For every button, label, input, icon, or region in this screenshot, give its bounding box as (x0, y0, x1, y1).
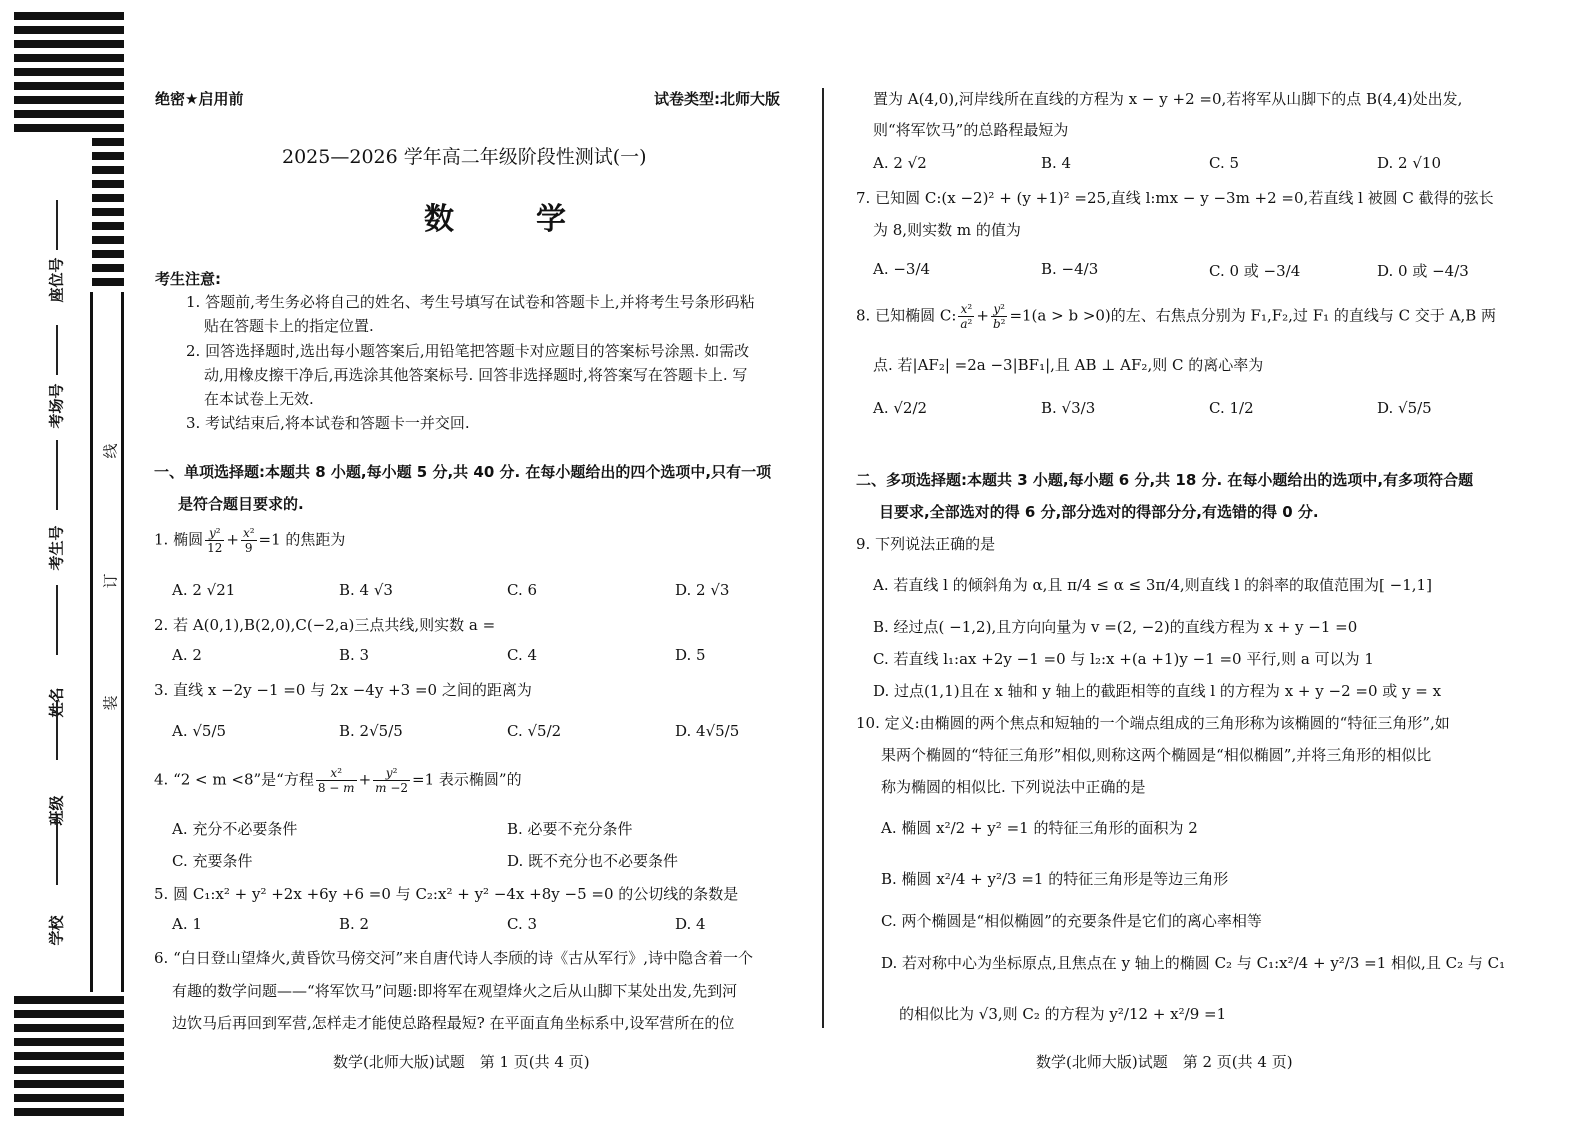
q10-option-d[interactable]: D. 若对称中心为坐标原点,且焦点在 y 轴上的椭圆 C₂ 与 C₁:x²/4 + y²/3 =1 相似,且 C₂ 与 C₁ (881, 954, 1506, 972)
q3-option-d[interactable]: D. 4√5/5 (675, 722, 740, 740)
question-9: 9. 下列说法正确的是 (856, 535, 996, 553)
notice-heading: 考生注意: (155, 270, 221, 288)
paper-type: 试卷类型:北师大版 (654, 90, 780, 108)
question-10-line: 10. 定义:由椭圆的两个焦点和短轴的一个端点组成的三角形称为该椭圆的“特征三角形”,如 (856, 714, 1450, 732)
q2-option-a[interactable]: A. 2 (172, 646, 202, 664)
q10-option-b[interactable]: B. 椭圆 x²/4 + y²/3 =1 的特征三角形是等边三角形 (881, 870, 1229, 888)
q3-option-b[interactable]: B. 2√5/5 (339, 722, 403, 740)
q10-option-d-cont: 的相似比为 √3,则 C₂ 的方程为 y²/12 + x²/9 =1 (899, 1005, 1227, 1023)
q2-option-d[interactable]: D. 5 (675, 646, 706, 664)
question-1: 1. 椭圆 $\frac{\text{y²}}{12}$ + $\frac{\text{x²}}{9}$ =1 的焦距为 (154, 526, 346, 555)
q5-option-d[interactable]: D. 4 (675, 915, 706, 933)
question-6-cont: 置为 A(4,0),河岸线所在直线的方程为 x − y +2 =0,若将军从山脚下的点 B(4,4)处出发, (873, 90, 1463, 108)
question-6-line: 有趣的数学问题——“将军饮马”问题:即将军在观望烽火之后从山脚下某处出发,先到河 (172, 982, 738, 1000)
question-8: 8. 已知椭圆 C: $\frac{\text{x²}}{\text{a²}}$ + $\frac{\text{y²}}{\text{b²}}$ =1(a > b >0)的左、右焦点分别为 F₁,F₂,过 F₁ 的直线与 C 交于 A,B 两 (856, 302, 1497, 331)
q8-option-b[interactable]: B. √3/3 (1041, 399, 1096, 417)
name-blank[interactable] (56, 585, 58, 655)
section-1-heading: 一、单项选择题:本题共 8 小题,每小题 5 分,共 40 分. 在每小题给出的四个选项中,只有一项 (154, 463, 772, 481)
q8-option-a[interactable]: A. √2/2 (873, 399, 928, 417)
class-label: 班级 (47, 795, 66, 826)
q6-option-c[interactable]: C. 5 (1209, 154, 1240, 172)
exam-title: 2025—2026 学年高二年级阶段性测试(一) (282, 146, 647, 168)
notice-line: 1. 答题前,考生务必将自己的姓名、考生号填写在试卷和答题卡上,并将考生号条形码粘 (186, 293, 755, 311)
cut-mark-install: 装 (101, 695, 120, 711)
school-label: 学校 (47, 915, 66, 946)
question-6-cont: 则“将军饮马”的总路程最短为 (873, 121, 1069, 139)
q7-option-d[interactable]: D. 0 或 −4/3 (1377, 262, 1469, 280)
page-1-footer: 数学(北师大版)试题 第 1 页(共 4 页) (333, 1053, 590, 1071)
school-blank[interactable] (56, 815, 58, 885)
cut-mark-line: 线 (101, 443, 120, 459)
question-5: 5. 圆 C₁:x² + y² +2x +6y +6 =0 与 C₂:x² + y² −4x +8y −5 =0 的公切线的条数是 (154, 885, 739, 903)
question-2: 2. 若 A(0,1),B(2,0),C(−2,a)三点共线,则实数 a = (154, 616, 496, 634)
q4-option-c[interactable]: C. 充要条件 (172, 852, 253, 870)
q1-option-c[interactable]: C. 6 (507, 581, 538, 599)
cut-mark-bind: 订 (101, 573, 120, 589)
question-6-line: 边饮马后再回到军营,怎样走才能使总路程最短? 在平面直角坐标系中,设军营所在的位 (172, 1014, 735, 1032)
q1-option-b[interactable]: B. 4 √3 (339, 581, 393, 599)
notice-line: 3. 考试结束后,将本试卷和答题卡一并交回. (186, 414, 470, 432)
q5-option-a[interactable]: A. 1 (172, 915, 202, 933)
page-divider (822, 88, 824, 1028)
q3-option-a[interactable]: A. √5/5 (172, 722, 227, 740)
q6-option-b[interactable]: B. 4 (1041, 154, 1072, 172)
q9-option-d[interactable]: D. 过点(1,1)且在 x 轴和 y 轴上的截距相等的直线 l 的方程为 x + y −2 =0 或 y = x (873, 682, 1442, 700)
subject-title: 数 学 (424, 202, 592, 237)
q2-option-b[interactable]: B. 3 (339, 646, 370, 664)
q1-option-d[interactable]: D. 2 √3 (675, 581, 730, 599)
question-10-line: 果两个椭圆的“特征三角形”相似,则称这两个椭圆是“相似椭圆”,并将三角形的相似比 (881, 746, 1432, 764)
section-2-heading: 二、多项选择题:本题共 3 小题,每小题 6 分,共 18 分. 在每小题给出的选项中,有多项符合题 (856, 471, 1474, 489)
q4-option-a[interactable]: A. 充分不必要条件 (172, 820, 298, 838)
q10-option-c[interactable]: C. 两个椭圆是“相似椭圆”的充要条件是它们的离心率相等 (881, 912, 1262, 930)
student-id-blank[interactable] (56, 440, 58, 510)
class-blank[interactable] (56, 700, 58, 760)
q7-option-c[interactable]: C. 0 或 −3/4 (1209, 262, 1301, 280)
q9-option-c[interactable]: C. 若直线 l₁:ax +2y −1 =0 与 l₂:x +(a +1)y −1 =0 平行,则 a 可以为 1 (873, 650, 1374, 668)
q9-option-a[interactable]: A. 若直线 l 的倾斜角为 α,且 π/4 ≤ α ≤ 3π/4,则直线 l 的斜率的取值范围为[ −1,1] (873, 576, 1432, 594)
exam-room-label: 考场号 (47, 383, 66, 429)
q8-option-c[interactable]: C. 1/2 (1209, 399, 1254, 417)
confidential-mark: 绝密★启用前 (155, 90, 244, 108)
q9-option-b[interactable]: B. 经过点( −1,2),且方向向量为 v =(2, −2)的直线方程为 x + y −1 =0 (873, 618, 1358, 636)
q4-option-d[interactable]: D. 既不充分也不必要条件 (507, 852, 679, 870)
notice-line: 在本试卷上无效. (204, 390, 314, 408)
section-2-heading-cont: 目要求,全部选对的得 6 分,部分选对的得部分分,有选错的得 0 分. (879, 503, 1319, 521)
question-6-line: 6. “白日登山望烽火,黄昏饮马傍交河”来自唐代诗人李颀的诗《古从军行》,诗中隐含着一个 (154, 949, 753, 967)
question-7-line: 7. 已知圆 C:(x −2)² + (y +1)² =25,直线 l:mx − y −3m +2 =0,若直线 l 被圆 C 截得的弦长 (856, 189, 1494, 207)
notice-line: 2. 回答选择题时,选出每小题答案后,用铅笔把答题卡对应题目的答案标号涂黑. 如需改 (186, 342, 750, 360)
question-7-line: 为 8,则实数 m 的值为 (873, 221, 1021, 239)
student-id-label: 考生号 (47, 525, 66, 571)
question-8-line: 点. 若|AF₂| =2a −3|BF₁|,且 AB ⊥ AF₂,则 C 的离心率为 (873, 356, 1264, 374)
q8-option-d[interactable]: D. √5/5 (1377, 399, 1432, 417)
seat-number-label: 座位号 (47, 257, 66, 303)
q6-option-d[interactable]: D. 2 √10 (1377, 154, 1441, 172)
exam-room-blank[interactable] (56, 325, 58, 375)
q3-option-c[interactable]: C. √5/2 (507, 722, 562, 740)
q7-option-a[interactable]: A. −3/4 (873, 260, 931, 278)
name-label: 姓名 (47, 687, 66, 718)
q10-option-a[interactable]: A. 椭圆 x²/2 + y² =1 的特征三角形的面积为 2 (881, 819, 1198, 837)
page-2-footer: 数学(北师大版)试题 第 2 页(共 4 页) (1036, 1053, 1293, 1071)
q1-option-a[interactable]: A. 2 √21 (172, 581, 236, 599)
section-1-heading-cont: 是符合题目要求的. (178, 495, 304, 513)
q4-option-b[interactable]: B. 必要不充分条件 (507, 820, 633, 838)
q7-option-b[interactable]: B. −4/3 (1041, 260, 1099, 278)
q6-option-a[interactable]: A. 2 √2 (873, 154, 927, 172)
question-4: 4. “2 < m <8”是“方程 $\frac{\text{x²}}{8 - m}$ + $\frac{\text{y²}}{m -2}$ =1 表示椭圆”的 (154, 766, 522, 795)
question-3: 3. 直线 x −2y −1 =0 与 2x −4y +3 =0 之间的距离为 (154, 681, 532, 699)
notice-line: 贴在答题卡上的指定位置. (204, 317, 374, 335)
q2-option-c[interactable]: C. 4 (507, 646, 538, 664)
q5-option-b[interactable]: B. 2 (339, 915, 370, 933)
seat-number-blank[interactable] (56, 200, 58, 250)
q5-option-c[interactable]: C. 3 (507, 915, 538, 933)
notice-line: 动,用橡皮擦干净后,再选涂其他答案标号. 回答非选择题时,将答案写在答题卡上. 写 (204, 366, 748, 384)
question-10-line: 称为椭圆的相似比. 下列说法中正确的是 (881, 778, 1146, 796)
